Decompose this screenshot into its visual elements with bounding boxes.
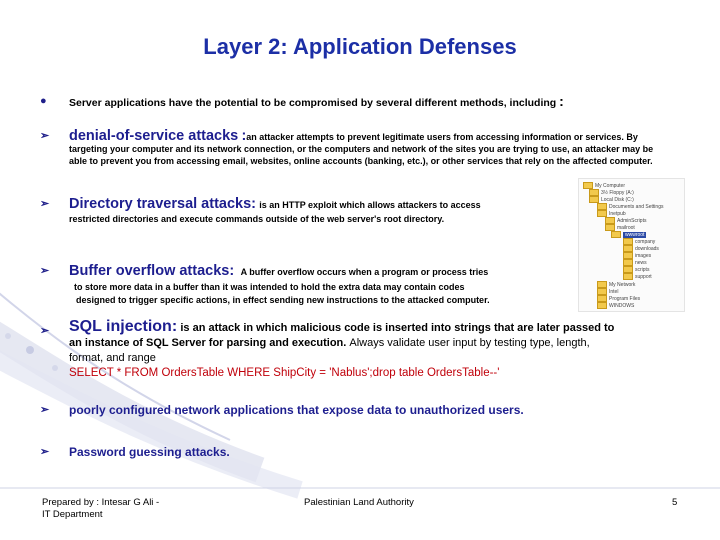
- sql-example-query: SELECT * FROM OrdersTable WHERE ShipCity = 'Nablus': [69, 367, 370, 379]
- tree-row: news: [635, 259, 647, 266]
- tree-row: My Computer: [595, 182, 626, 189]
- intro-colon: :: [559, 93, 564, 109]
- computer-icon: [583, 182, 593, 189]
- folder-icon: [605, 217, 615, 224]
- round-bullet-icon: ●: [40, 95, 47, 107]
- tree-row: company: [635, 238, 656, 245]
- tree-row: Program Files: [609, 295, 641, 302]
- drive-icon: [589, 189, 599, 196]
- password-text: Password guessing attacks.: [69, 445, 230, 459]
- tree-row: AdminScripts: [617, 217, 647, 224]
- footer-prepared-line-1: Prepared by : Intesar G Ali -: [42, 497, 160, 508]
- folder-icon: [623, 273, 633, 280]
- footer-prepared-line-2: IT Department: [42, 509, 103, 520]
- tree-row: WINDOWS: [609, 302, 635, 309]
- folder-icon: [597, 203, 607, 210]
- drive-icon: [589, 196, 599, 203]
- dos-colon: :: [241, 128, 247, 144]
- tree-row: Intel: [609, 288, 619, 295]
- tree-row: 3½ Floppy (A:): [601, 189, 634, 196]
- footer-organization: Palestinian Land Authority: [304, 497, 414, 508]
- tree-row: support: [635, 273, 652, 280]
- arrow-bullet-icon: ➢: [40, 404, 50, 416]
- sql-desc-bold-1: is an attack in which malicious code is inserted into strings that are later passed to: [180, 322, 615, 334]
- arrow-bullet-icon: ➢: [40, 130, 50, 142]
- folder-icon: [597, 302, 607, 309]
- folder-icon: [597, 295, 607, 302]
- tree-row: Local Disk (C:): [601, 196, 634, 203]
- tree-row: scripts: [635, 266, 650, 273]
- dos-heading: denial-of-service attacks: [69, 128, 239, 144]
- tree-row: mailroot: [617, 224, 635, 231]
- folder-icon: [597, 288, 607, 295]
- folder-icon: [623, 238, 633, 245]
- traversal-heading: Directory traversal attacks:: [69, 196, 256, 212]
- sql-desc-normal: Always validate user input by testing type, length,: [349, 337, 590, 349]
- arrow-bullet-icon: ➢: [40, 446, 50, 458]
- traversal-desc-1: is an HTTP exploit which allows attackers to access: [259, 200, 481, 210]
- overflow-desc-2: to store more data in a buffer than it was intended to hold the extra data may contain codes: [74, 282, 465, 292]
- folder-icon: [597, 210, 607, 217]
- page-number: 5: [672, 497, 678, 508]
- tree-row-selected: wwwroot: [625, 231, 645, 238]
- folder-icon: [597, 281, 607, 288]
- folder-icon: [623, 259, 633, 266]
- misconfig-text: poorly configured network applications that expose data to unauthorized users.: [69, 403, 524, 417]
- footer-prepared-by: [42, 497, 159, 521]
- sql-desc-bold-2: an instance of SQL Server for parsing and execution.: [69, 337, 347, 349]
- folder-icon: [623, 266, 633, 273]
- sql-desc-normal-2: format, and range: [69, 352, 156, 364]
- overflow-desc-3: designed to trigger specific actions, in effect sending new instructions to the attacked computer.: [76, 295, 490, 305]
- traversal-desc-2: restricted directories and execute commands outside of the web server's root directory.: [69, 214, 445, 224]
- sql-heading: SQL injection:: [69, 318, 178, 335]
- folder-tree-screenshot: [578, 178, 685, 312]
- tree-row: images: [635, 252, 652, 259]
- folder-icon: [605, 224, 615, 231]
- tree-row: Documents and Settings: [609, 203, 664, 210]
- tree-row: downloads: [635, 245, 659, 252]
- intro-text: Server applications have the potential to be compromised by several different methods, including: [69, 97, 557, 109]
- overflow-desc-1: A buffer overflow occurs when a program or process tries: [240, 267, 489, 277]
- arrow-bullet-icon: ➢: [40, 325, 50, 337]
- sql-example-injection: ;drop table OrdersTable--': [369, 367, 500, 379]
- tree-row: Inetpub: [609, 210, 626, 217]
- folder-icon: [623, 252, 633, 259]
- arrow-bullet-icon: ➢: [40, 198, 50, 210]
- tree-row: My Network: [609, 281, 636, 288]
- folder-icon: [623, 245, 633, 252]
- dos-description: an attacker attempts to prevent legitimate users from accessing information or services. By targeting your computer and its network connection, or the computers and network of the sites you are trying to use, an attacker may be able to prevent you from accessing email, websites, online accounts (banking, etc.), or other services that rely on the affected computer.: [69, 132, 654, 166]
- overflow-heading: Buffer overflow attacks:: [69, 263, 235, 279]
- slide-title: Layer 2: Application Defenses: [203, 34, 517, 59]
- arrow-bullet-icon: ➢: [40, 265, 50, 277]
- folder-icon: [611, 231, 621, 238]
